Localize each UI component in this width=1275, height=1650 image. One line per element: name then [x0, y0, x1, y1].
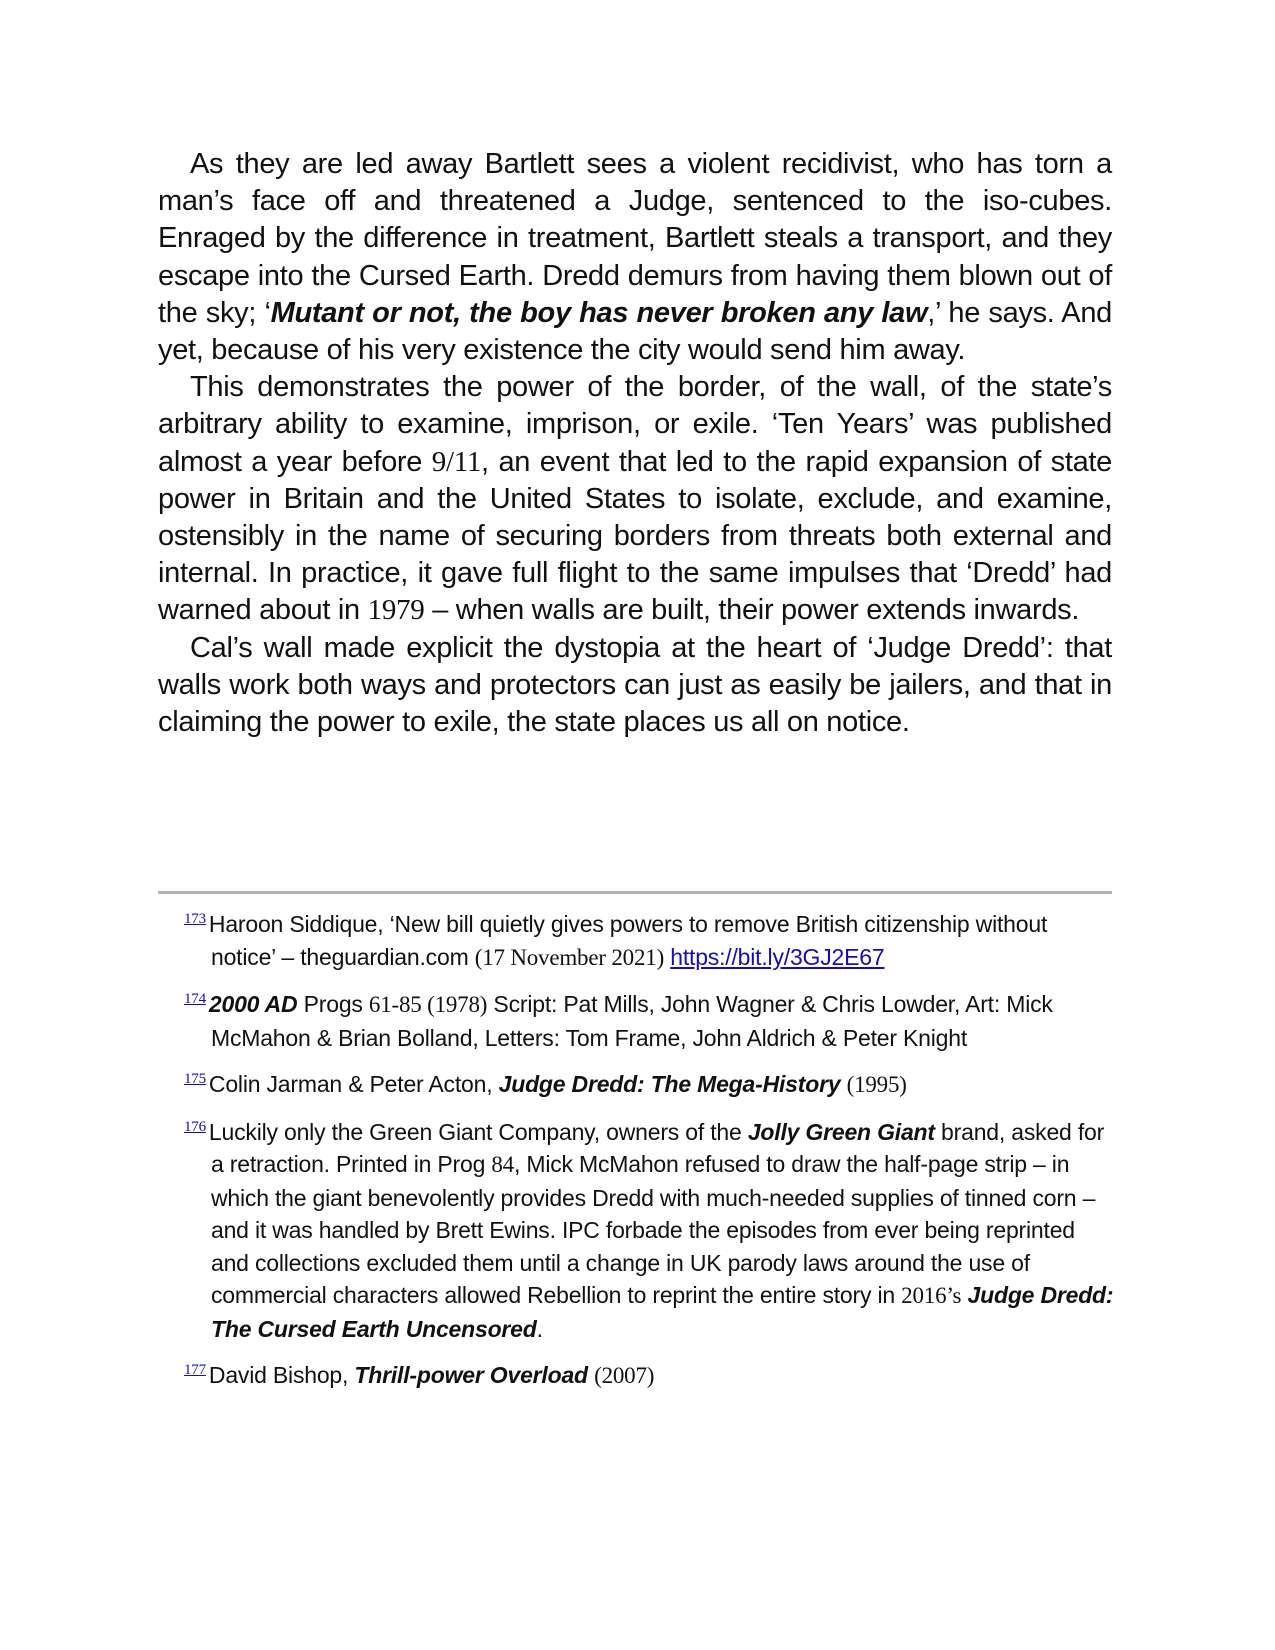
footnote-text: Colin Jarman & Peter Acton, — [208, 1071, 499, 1097]
footnote-link[interactable]: https://bit.ly/3GJ2E67 — [670, 943, 885, 970]
footnote-title: 2000 AD — [208, 991, 298, 1017]
main-text — [158, 146, 1112, 741]
footnote-title: Judge Dredd: The Cursed Earth Uncensored — [211, 1282, 1114, 1342]
footnote-title: Thrill-power Overload — [354, 1362, 588, 1388]
footnote-date: (17 November 2021) — [474, 944, 665, 970]
footnote-174 — [184, 988, 1114, 1054]
paragraph-1 — [158, 146, 1112, 369]
footnote-year: 2016’s — [901, 1283, 962, 1308]
footnote-credits: Script: Pat Mills, John Wagner & Chris Lowder, Art: Mick McMahon & Brian Bolland, Letters: Tom Frame, John Aldrich & Peter Knight — [211, 991, 1053, 1051]
footnote-brand: Jolly Green Giant — [747, 1118, 935, 1145]
footnote-175 — [184, 1068, 1114, 1102]
footnote-text: , Mick McMahon refused to draw the half-page strip – in which the giant benevolently provides Dredd with much-needed supplies of tinned corn – and it was handled by Brett Ewins. IPC forbade the episodes from ever being reprinted and collections excluded them until a change in UK parody laws around the use of commercial characters allowed Rebellion to reprint the entire story in — [211, 1151, 1096, 1308]
footnotes — [184, 908, 1114, 1407]
dredd-quote: Mutant or not, the boy has never broken any law — [270, 296, 928, 329]
footnote-177 — [184, 1359, 1114, 1393]
date-9-11: 9/11 — [431, 445, 482, 478]
footnote-prog-number: 84 — [491, 1152, 514, 1177]
paragraph-3 — [158, 630, 1112, 742]
paragraph-2-text-mid: , an event that led to the rapid expansion of state power in Britain and the United States to isolate, exclude, and examine, ostensibly in the name of securing borders from threats both external and internal. In practice, it gave full flight to the same impulses that ‘Dredd’ had warned about in — [158, 445, 1112, 627]
paragraph-2-text-end: – when walls are built, their power extends inwards. — [424, 594, 1080, 627]
paragraph-3-text: Cal’s wall made explicit the dystopia at the heart of ‘Judge Dredd’: that walls work both ways and protectors can just as easily be jailers, and that in claiming the power to exile, the state places us all on notice. — [158, 631, 1112, 739]
footnote-divider — [158, 891, 1112, 894]
footnote-date: (1995) — [846, 1072, 907, 1097]
footnote-text: . — [536, 1315, 543, 1342]
footnote-marker[interactable]: 174 — [184, 991, 206, 1007]
footnote-text: Luckily only the Green Giant Company, owners of the — [208, 1118, 748, 1145]
footnote-marker[interactable]: 173 — [184, 911, 206, 927]
paragraph-1-text: As they are led away Bartlett sees a violent recidivist, who has torn a man’s face off and threatened a Judge, sentenced to the iso-cubes. Enraged by the difference in treatment, Bartlett steals a transport, and they escape into the Cursed Earth. Dredd demurs from having them blown out of the sky; ‘ — [158, 148, 1112, 329]
footnote-title: Judge Dredd: The Mega-History — [498, 1071, 841, 1097]
paragraph-2-text: This demonstrates the power of the border, of the wall, of the state’s arbitrary ability to examine, imprison, or exile. ‘Ten Years’ was published almost a year before — [158, 371, 1112, 478]
footnote-173 — [184, 908, 1114, 974]
footnote-text: David Bishop, — [208, 1362, 355, 1388]
footnote-text: Progs — [297, 991, 369, 1017]
footnote-marker[interactable]: 175 — [184, 1071, 206, 1087]
paragraph-2 — [158, 369, 1112, 629]
footnote-176 — [184, 1116, 1114, 1346]
footnote-marker[interactable]: 176 — [184, 1118, 206, 1135]
footnote-marker[interactable]: 177 — [184, 1362, 206, 1378]
year-1979: 1979 — [367, 594, 425, 627]
footnote-text: brand, asked for a retraction. Printed in Prog — [211, 1118, 1105, 1177]
footnote-date: (2007) — [594, 1363, 655, 1388]
paragraph-1-text-end: ,’ he says. And yet, because of his very existence the city would send him away. — [158, 296, 1112, 367]
footnote-text: Haroon Siddique, ‘New bill quietly gives powers to remove British citizenship without notice’ – theguardian.com — [208, 911, 1048, 970]
footnote-numbers: 61-85 (1978) — [368, 992, 488, 1017]
